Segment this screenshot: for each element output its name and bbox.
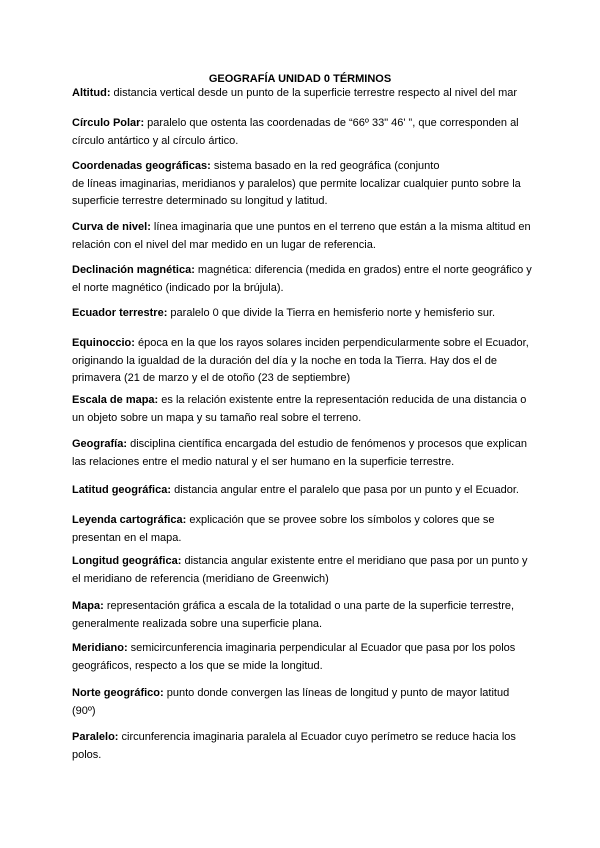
term-entry-altitud — [72, 85, 542, 103]
term-entry-geografia — [72, 436, 532, 471]
term-definition: representación gráfica a escala de la totalidad o una parte de la superficie terrestre, generalmente realizada sobre una superficie plana. — [72, 600, 515, 630]
term-definition: distancia vertical desde un punto de la superficie terrestre respecto al nivel del mar — [110, 87, 518, 99]
term-name: Geografía: — [72, 438, 128, 450]
term-definition: distancia angular existente entre el meridiano que pasa por un punto y el meridiano de referencia (meridiano de Greenwich) — [72, 555, 528, 585]
term-definition: es la relación existente entre la representación reducida de una distancia o un objeto sobre un mapa y su tamaño real sobre el terreno. — [72, 394, 527, 424]
term-name: Paralelo: — [72, 731, 119, 743]
term-name: Leyenda cartográfica: — [72, 514, 187, 526]
term-definition: circunferencia imaginaria paralela al Ecuador cuyo perímetro se reduce hacia los polos. — [72, 731, 516, 761]
term-definition: punto donde convergen las líneas de longitud y punto de mayor latitud (90º) — [72, 687, 510, 717]
term-definition: disciplina científica encargada del estudio de fenómenos y procesos que explican las relaciones entre el medio natural y el ser humano en la superficie terrestre. — [72, 438, 527, 468]
term-entry-escala-de-mapa — [72, 392, 532, 427]
term-entry-declinacion-magnetica — [72, 262, 532, 297]
term-definition-continued: de líneas imaginarias, meridianos y paralelos) que permite localizar cualquier punto sobre la superficie terrestre determinado su longitud y latitud. — [72, 177, 521, 207]
term-definition: sistema basado en la red geográfica (conjunto — [210, 160, 440, 172]
term-definition: magnética: diferencia (medida en grados) entre el norte geográfico y el norte magnético (indicado por la brújula). — [72, 264, 532, 294]
term-name: Norte geográfico: — [72, 687, 164, 699]
term-definition: línea imaginaria que une puntos en el terreno que están a la misma altitud en relación con el nivel del mar medido en un lugar de referencia. — [72, 221, 531, 251]
document-title: GEOGRAFÍA UNIDAD 0 TÉRMINOS — [208, 73, 392, 85]
term-name: Mapa: — [72, 600, 104, 612]
term-name: Altitud: — [72, 87, 111, 99]
term-entry-mapa — [72, 598, 532, 633]
term-name: Meridiano: — [72, 642, 128, 654]
term-definition: época en la que los rayos solares inciden perpendicularmente sobre el Ecuador, originando la igualdad de la duración del día y la noche en toda la Tierra. Hay dos el de primavera (21 de marzo y el de otoño (23 de septiembre) — [72, 337, 529, 384]
term-definition: semicircunferencia imaginaria perpendicular al Ecuador que pasa por los polos geográficos, respecto a los que se mide la longitud. — [72, 642, 516, 672]
term-name: Ecuador terrestre: — [72, 307, 168, 319]
term-definition: paralelo que ostenta las coordenadas de “66º 33" 46' ”, que corresponden al círculo antártico y al círculo ártico. — [72, 117, 519, 147]
term-entry-equinoccio — [72, 335, 532, 388]
term-entry-ecuador-terrestre — [72, 305, 532, 323]
term-name: Círculo Polar: — [72, 117, 145, 129]
term-entry-coordenadas-geograficas — [72, 158, 532, 211]
term-name: Escala de mapa: — [72, 394, 159, 406]
term-name: Declinación magnética: — [72, 264, 195, 276]
term-definition: explicación que se provee sobre los símbolos y colores que se presentan en el mapa. — [72, 514, 495, 544]
term-entry-longitud-geografica — [72, 553, 532, 588]
term-entry-latitud-geografica — [72, 482, 532, 500]
term-name: Longitud geográfica: — [72, 555, 182, 567]
term-name: Equinoccio: — [72, 337, 135, 349]
term-entry-paralelo — [72, 729, 532, 764]
term-name: Coordenadas geográficas: — [72, 160, 211, 172]
term-entry-meridiano — [72, 640, 532, 675]
term-definition: distancia angular entre el paralelo que pasa por un punto y el Ecuador. — [171, 484, 519, 496]
term-definition: paralelo 0 que divide la Tierra en hemisferio norte y hemisferio sur. — [167, 307, 496, 319]
term-name: Curva de nivel: — [72, 221, 151, 233]
term-entry-norte-geografico — [72, 685, 532, 720]
term-entry-leyenda-cartografica — [72, 512, 532, 547]
term-name: Latitud geográfica: — [72, 484, 172, 496]
term-entry-circulo-polar — [72, 115, 532, 150]
term-entry-curva-de-nivel — [72, 219, 532, 254]
